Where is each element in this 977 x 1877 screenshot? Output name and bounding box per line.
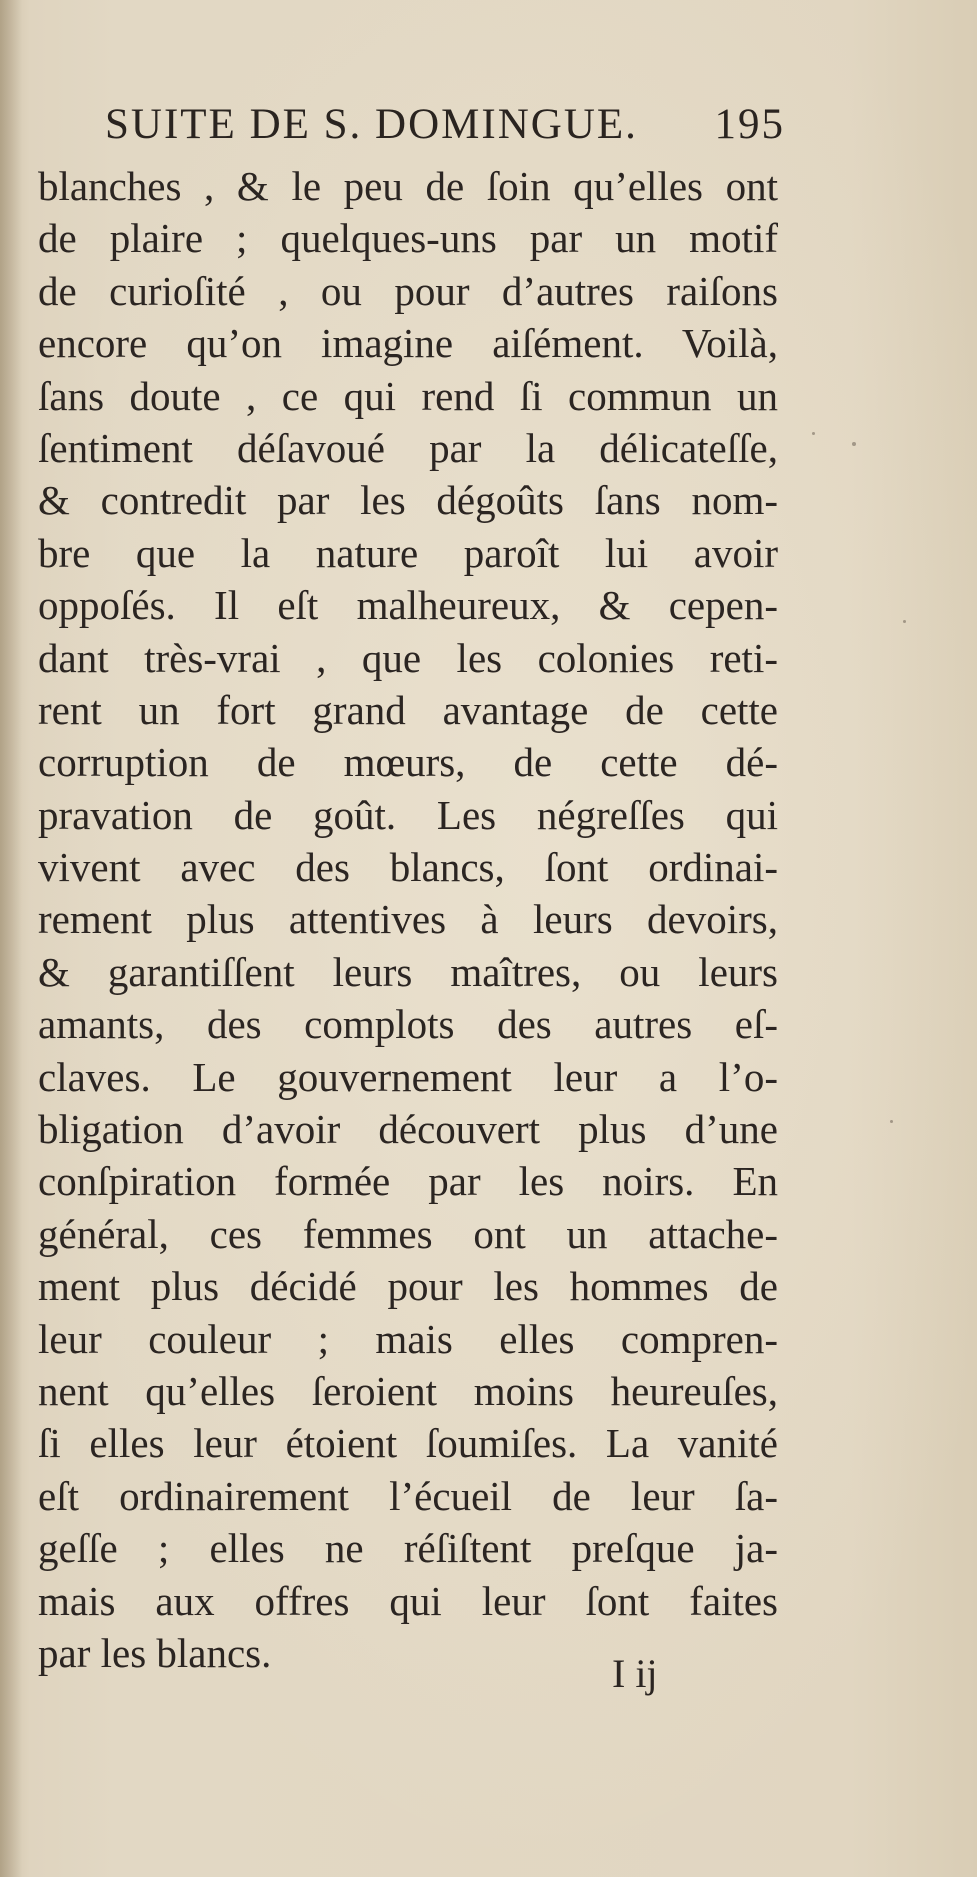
body-text <box>38 160 778 1679</box>
text-line: blanches , & le peu de ſoin qu’elles ont <box>38 163 778 209</box>
text-line: bre que la nature paroît lui avoir <box>38 529 778 576</box>
text-line: de curioſité , ou pour d’autres raiſons <box>38 267 778 314</box>
text-line: ſentiment déſavoué par la délicateſſe, <box>38 424 778 471</box>
text-line: eſt ordinairement l’écueil de leur ſa- <box>38 1472 778 1519</box>
text-line: ſi elles leur étoient ſoumiſes. La vanité <box>38 1420 778 1467</box>
text-line: amants, des complots des autres eſ- <box>38 1001 778 1048</box>
paper-speck <box>852 442 856 446</box>
text-line: encore qu’on imagine aiſément. Voilà, <box>38 320 778 367</box>
text-line: claves. Le gouvernement leur a l’o- <box>38 1053 778 1100</box>
text-line: bligation d’avoir découvert plus d’une <box>38 1106 778 1153</box>
paper-speck <box>812 432 815 435</box>
text-line: de plaire ; quelques-uns par un motif <box>38 215 778 262</box>
text-line: par les blancs. <box>38 1629 272 1676</box>
text-line: dant très-vrai , que les colonies reti- <box>38 634 778 681</box>
text-line: mais aux offres qui leur ſont faites <box>38 1577 778 1624</box>
text-line: conſpiration formée par les noirs. En <box>38 1158 778 1205</box>
page-number: 195 <box>714 101 785 148</box>
text-line: général, ces femmes ont un attache- <box>38 1210 778 1257</box>
running-head-title: SUITE DE S. DOMINGUE. <box>105 101 638 148</box>
text-line: rement plus attentives à leurs devoirs, <box>38 896 778 943</box>
text-line: geſſe ; elles ne réſiſtent preſque ja- <box>38 1525 778 1572</box>
text-line: oppoſés. Il eſt malheureux, & cepen- <box>38 582 778 629</box>
gutter-shadow <box>0 0 22 1877</box>
text-line: leur couleur ; mais elles compren- <box>38 1315 778 1362</box>
signature-mark: I ij <box>612 1651 658 1696</box>
paper-speck <box>890 1120 893 1123</box>
paper-speck <box>903 620 906 623</box>
text-line: ſans doute , ce qui rend ſi commun un <box>38 372 778 419</box>
text-line: corruption de mœurs, de cette dé- <box>38 739 778 786</box>
text-line: nent qu’elles ſeroient moins heureuſes, <box>38 1367 778 1414</box>
text-line: rent un fort grand avantage de cette <box>38 686 778 733</box>
text-line: vivent avec des blancs, ſont ordinai- <box>38 844 778 891</box>
text-line: pravation de goût. Les négreſſes qui <box>38 791 778 838</box>
text-line: & contredit par les dégoûts ſans nom- <box>38 477 778 524</box>
text-line: & garantiſſent leurs maîtres, ou leurs <box>38 948 778 995</box>
running-head <box>105 100 785 160</box>
text-line: ment plus décidé pour les hommes de <box>38 1263 778 1310</box>
